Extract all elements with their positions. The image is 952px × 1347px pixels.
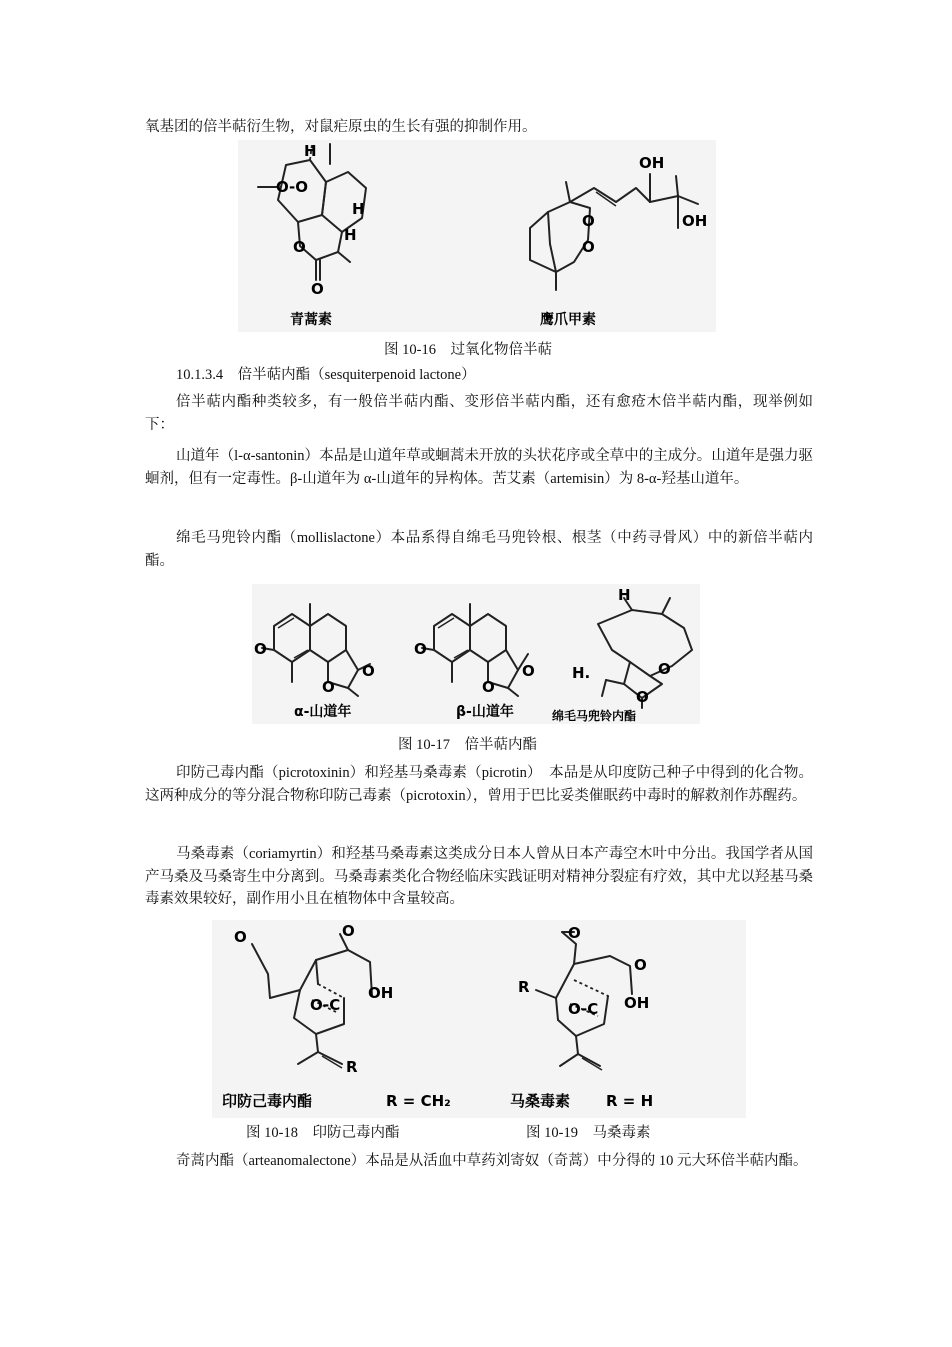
- label-artemisinin: 青蒿素: [290, 312, 332, 328]
- beta-santonin-structure: [414, 604, 535, 720]
- atom-o-carbonyl-b: O: [522, 662, 535, 680]
- atom-o-lactone-c: O: [658, 660, 671, 678]
- label-coriamyrtin: 马桑毒素: [510, 1092, 571, 1110]
- atom-r-picro: R: [346, 1058, 358, 1076]
- paragraph-coriamyrtin: 马桑毒素（coriamyrtin）和羟基马桑毒素这类成分日本人曾从日本产毒空木叶中分出。我国学者从国产马桑及马桑寄生中分离到。马桑毒素类化合物经临床实践证明对精神分裂症有疗效，其中尤以羟基马桑毒素效果较好，副作用小且在植物体中含量较高。: [145, 846, 813, 907]
- section-heading-10-1-3-4: 10.1.3.4 倍半萜内酯（sesquiterpenoid lactone）: [176, 367, 476, 383]
- picrotoxinin-coriamyrtin-structures: [212, 920, 746, 1118]
- label-alpha-santonin: α-山道年: [294, 704, 352, 720]
- caption-figure-10-19: 图 10-19 马桑毒素: [526, 1125, 651, 1141]
- formula-picrotoxinin: R = CH₂: [386, 1092, 451, 1110]
- atom-o-epoxide-picro: O: [342, 922, 355, 940]
- caption-figure-10-17: 图 10-17 倍半萜内酯: [398, 737, 537, 753]
- atom-o-epoxide-coria-1: O: [568, 924, 581, 942]
- atom-o-carbonyl-a: O: [362, 662, 375, 680]
- atom-o-ketone-a: O: [254, 640, 267, 658]
- atom-o-ring: O: [293, 238, 306, 256]
- caption-figure-10-18: 图 10-18 印防己毒内酯: [246, 1125, 400, 1141]
- alpha-santonin-structure: [254, 604, 375, 720]
- paragraph-lactone-types: 倍半萜内酯种类较多，有一般倍半萜内酯、变形倍半萜内酯，还有愈疮木倍半萜内酯，现举例如下：: [145, 394, 813, 433]
- atom-h-top: H: [304, 142, 317, 160]
- atom-o-carbonyl: O: [311, 280, 324, 298]
- atom-h-mollis: H: [618, 586, 631, 604]
- peroxide-sesquiterpene-structures: [238, 140, 716, 332]
- artemisinin-structure: [258, 142, 366, 328]
- paragraph-mollislactone: 绵毛马兜铃内酯（mollislactone）本品系得自绵毛马兜铃根、根茎（中药寻骨风）中的新倍半萜内酯。: [145, 530, 813, 569]
- atom-o-ketone-b: O: [414, 640, 427, 658]
- picrotoxinin-structure: [222, 922, 451, 1110]
- figure-10-17: [252, 584, 700, 724]
- paragraph-picrotoxinin: 印防己毒内酯（picrotoxinin）和羟基马桑毒素（picrotin） 本品是从印度防己种子中得到的化合物。这两种成分的等分混合物称印防己毒素（picrotoxin），曾用于巴比妥类催眠药中毒时的解救剂作苏醒药。: [145, 765, 813, 804]
- atom-h-low: H: [344, 226, 357, 244]
- atom-o-peroxide-2: O: [582, 238, 595, 256]
- atom-oh-picro: OH: [368, 984, 394, 1002]
- atom-oh-right: OH: [682, 212, 708, 230]
- atom-h-exo: H.: [572, 664, 591, 682]
- paragraph-santonin: 山道年（l-α-santonin）本品是山道年草或蛔蒿未开放的头状花序或全草中的主成分。山道年是强力驱蛔剂，但有一定毒性。β-山道年为 α-山道年的异构体。苦艾素（artemisin）为 8-α-羟基山道年。: [145, 448, 813, 487]
- paragraph-arteanomalectone: 奇蒿内酯（arteanomalectone）本品是从活血中草药刘寄奴（奇蒿）中分得的 10 元大环倍半萜内酯。: [176, 1153, 808, 1169]
- atom-o-peroxide-1: O: [582, 212, 595, 230]
- atom-o-carbonyl-c: O: [636, 688, 649, 706]
- figure-10-18-10-19: [212, 920, 746, 1118]
- atom-h-mid: H: [352, 200, 365, 218]
- figure-10-16: [238, 140, 716, 332]
- atom-o-lactone-a: O: [322, 678, 335, 696]
- atom-oc-picro: O-C: [310, 996, 341, 1014]
- sesquiterpene-lactone-structures: [252, 584, 700, 724]
- atom-r-coria: R: [518, 978, 530, 996]
- atom-peroxide: O-O: [276, 178, 309, 196]
- label-mollislactone: 绵毛马兜铃内酯: [552, 709, 637, 723]
- mollislactone-structure: [552, 586, 692, 723]
- atom-o-lactone-b: O: [482, 678, 495, 696]
- yingzhaosu-a-structure: [530, 154, 707, 328]
- label-picrotoxinin: 印防己毒内酯: [222, 1092, 313, 1110]
- atom-o-epoxide-coria-2: O: [634, 956, 647, 974]
- atom-oh-coria: OH: [624, 994, 650, 1012]
- caption-figure-10-16: 图 10-16 过氧化物倍半萜: [384, 342, 552, 358]
- atom-oh-top: OH: [639, 154, 665, 172]
- atom-oc-coria: O-C: [568, 1000, 599, 1018]
- coriamyrtin-structure: [510, 924, 653, 1110]
- label-beta-santonin: β-山道年: [456, 704, 514, 720]
- paragraph-intro-tail: 氧基团的倍半萜衍生物，对鼠疟原虫的生长有强的抑制作用。: [145, 119, 537, 135]
- label-yingzhaosu-a: 鹰爪甲素: [540, 312, 596, 328]
- formula-coriamyrtin: R = H: [606, 1092, 654, 1110]
- atom-o-ketone-picro: O: [234, 928, 247, 946]
